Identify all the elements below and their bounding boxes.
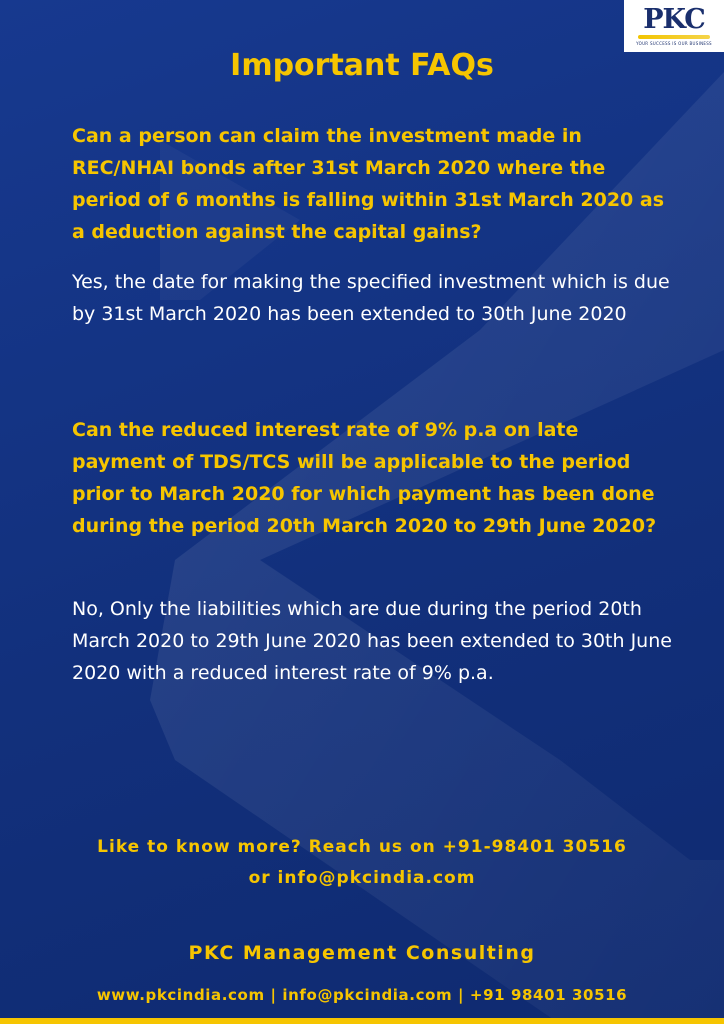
faq-question-1: Can a person can claim the investment made in REC/NHAI bonds after 31st March 2020 where the period of 6 months is falling within 31st March 2020 as a deduction against the capital gains? <box>72 125 665 243</box>
faq-question-2: Can the reduced interest rate of 9% p.a on late payment of TDS/TCS will be applicable to the period prior to March 2020 for which payment has been done during the period 20th March 2020 to 29th June 2020? <box>72 419 657 537</box>
logo-text: PKC <box>643 4 705 35</box>
company-name: PKC Management Consulting <box>188 942 536 964</box>
footer-contact: www.pkcindia.com | info@pkcindia.com | +91 98401 30516 <box>96 986 628 1004</box>
pkc-logo <box>624 0 724 52</box>
bottom-accent-bar <box>0 1018 724 1024</box>
contact-line-2: or info@pkcindia.com <box>248 868 476 888</box>
page-title: Important FAQs <box>230 48 494 83</box>
logo-swoosh <box>638 35 710 39</box>
contact-line-1: Like to know more? Reach us on +91-98401 30516 <box>97 837 627 857</box>
faq-answer-1: Yes, the date for making the specified investment which is due by 31st March 2020 has been extended to 30th June 2020 <box>72 271 670 325</box>
faq-answer-2: No, Only the liabilities which are due during the period 20th March 2020 to 29th June 2020 has been extended to 30th June 2020 with a reduced interest rate of 9% p.a. <box>72 598 672 684</box>
logo-tagline: YOUR SUCCESS IS OUR BUSINESS <box>636 41 712 46</box>
contact-info <box>0 832 724 894</box>
